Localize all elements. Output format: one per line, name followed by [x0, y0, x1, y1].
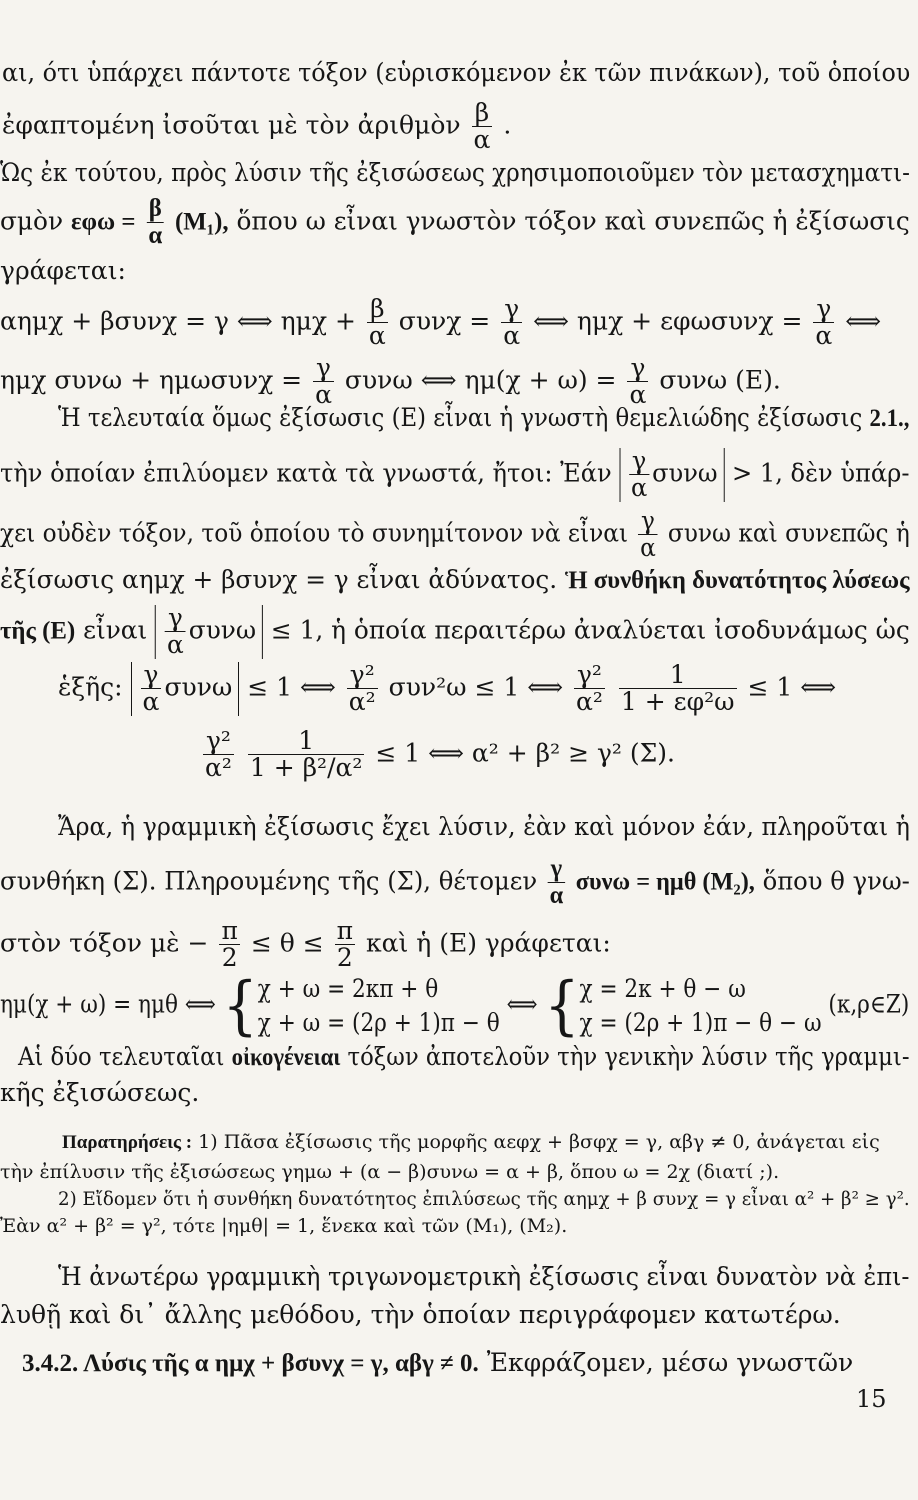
- text-line: συνθήκη (Σ). Πληρουμένης τῆς (Σ), θέτομεν $\frac{\gamma}{\alpha}$ συνω = ημθ (M₂), ὅπου θ γνω-: [0, 855, 910, 910]
- section-heading: 3.4.2. Λύσις τῆς α ημχ + βσυνχ = γ, αβγ ≠ 0. Ἐκφράζομεν, μέσω γνωστῶν: [22, 1348, 854, 1377]
- text-line: κῆς ἐξισώσεως.: [0, 1078, 200, 1107]
- fraction: $\frac{\beta}{\alpha}$: [148, 195, 163, 250]
- text-line: Ὡς ἐκ τούτου, πρὸς λύσιν τῆς ἐξισώσεως χρησιμοποιοῦμεν τὸν μετασχηματι-: [0, 158, 910, 187]
- text-line: Ἡ τελευταία ὅμως ἐξίσωσις (Ε) εἶναι ἡ γνωστὴ θεμελιώδης ἐξίσωσις 2.1.,: [58, 403, 910, 432]
- fraction: $\frac{\beta}{\alpha}$: [473, 98, 491, 155]
- text-line: λυθῇ καὶ δι᾽ ἄλλης μεθόδου, τὴν ὁποίαν περιγράφομεν κατωτέρω.: [0, 1300, 841, 1329]
- equation-line: ἑξῆς: $\frac{\gamma}{\alpha}$ συνω ≤ 1 ⟺ $\frac{\text{γ²}}{\text{α²}}$ συν²ω ≤ 1 ⟺ $\frac{\text{γ²}}{\text{α²}}$ $\frac{1}{\text{1 + εφ²ω}}$ ≤ 1 ⟺: [58, 660, 837, 717]
- text-line: στὸν τόξον μὲ − $\frac{\pi}{2}$ ≤ θ ≤ $\frac{\pi}{2}$ καὶ ἡ (Ε) γράφεται:: [0, 916, 611, 973]
- text-line: γράφεται:: [0, 256, 126, 285]
- text-line: ἐφαπτομένη ἰσοῦται μὲ τὸν ἀριθμὸν $\frac{\beta}{\alpha}$ .: [2, 98, 512, 155]
- text-line: χει οὐδὲν τόξον, τοῦ ὁποίου τὸ συνημίτονον νὰ εἶναι $\frac{\gamma}{\alpha}$ συνω καὶ συνεπῶς ἡ: [0, 506, 910, 563]
- equation-line: ημχ συνω + ημωσυνχ = $\frac{\gamma}{\alpha}$ συνω ⟺ ημ(χ + ω) = $\frac{\gamma}{\alpha}$ συνω (Ε).: [0, 353, 781, 410]
- note-line: 2) Εἴδομεν ὅτι ἡ συνθήκη δυνατότητος ἐπιλύσεως τῆς αημχ + β συνχ = γ εἶναι α² + β² ≥ γ².: [58, 1188, 910, 1210]
- text-line: ἐξίσωσις αημχ + βσυνχ = γ εἶναι ἀδύνατος. Ἡ συνθήκη δυνατότητος λύσεως: [0, 565, 910, 594]
- note-line: Ἐὰν α² + β² = γ², τότε |ημθ| = 1, ἕνεκα καὶ τῶν (M₁), (M₂).: [0, 1215, 568, 1237]
- text-line: τὴν ὁποίαν ἐπιλύομεν κατὰ τὰ γνωστά, ἤτοι: Ἐάν $\frac{\gamma}{\alpha}$ συνω > 1, δὲν ὑπάρ-: [0, 446, 910, 503]
- equation-line: αημχ + βσυνχ = γ ⟺ ημχ + $\frac{\beta}{\alpha}$ συνχ = $\frac{\gamma}{\alpha}$ ⟺ ημχ + εφωσυνχ = $\frac{\gamma}{\alpha}$ ⟺: [0, 294, 882, 351]
- text-line: Ἄρα, ἡ γραμμικὴ ἐξίσωσις ἔχει λύσιν, ἐὰν καὶ μόνον ἐάν, πληροῦται ἡ: [58, 812, 910, 841]
- equation-line: $\frac{\text{γ²}}{\text{α²}}$ $\frac{1}{\text{1 + β²/α²}}$ ≤ 1 ⟺ α² + β² ≥ γ² (Σ).: [205, 726, 676, 783]
- text-line: αι, ότι ὑπάρχει πάντοτε τόξον (εὑρισκόμενον ἐκ τῶν πινάκων), τοῦ ὁποίου: [2, 58, 911, 87]
- note-line: τὴν ἐπίλυσιν τῆς ἐξισώσεως γημω + (α − β)συνω = α + β, ὅπου ω = 2χ (διατί ;).: [0, 1161, 780, 1183]
- equation-line: ημ(χ + ω) = ημθ ⟺ {χ + ω = 2κπ + θ χ + ω = (2ρ + 1)π − θ ⟺ {χ = 2κ + θ − ω χ = (2ρ + 1)π − θ − ω (κ,ρ∈Ζ): [0, 969, 910, 1043]
- note-line: Παρατηρήσεις : 1) Πᾶσα ἐξίσωσις τῆς μορφῆς αεφχ + βσφχ = γ, αβγ ≠ 0, ἀνάγεται εἰς: [62, 1131, 880, 1153]
- text-line: σμὸν εφω = $\frac{\beta}{\alpha}$ (M₁), ὅπου ω εἶναι γνωστὸν τόξον καὶ συνεπῶς ἡ ἐξίσωσις: [0, 195, 910, 250]
- text-line: τῆς (Ε) εἶναι $\frac{\gamma}{\alpha}$ συνω ≤ 1, ἡ ὁποία περαιτέρω ἀναλύεται ἰσοδυνάμως ὡς: [0, 603, 910, 660]
- page-number: 15: [856, 1385, 887, 1413]
- text-line: Ἡ ἀνωτέρω γραμμικὴ τριγωνομετρικὴ ἐξίσωσις εἶναι δυνατὸν νὰ ἐπι-: [58, 1262, 910, 1291]
- text-line: Αἱ δύο τελευταῖαι οἰκογένειαι τόξων ἀποτελοῦν τὴν γενικὴν λύσιν τῆς γραμμι-: [18, 1042, 910, 1071]
